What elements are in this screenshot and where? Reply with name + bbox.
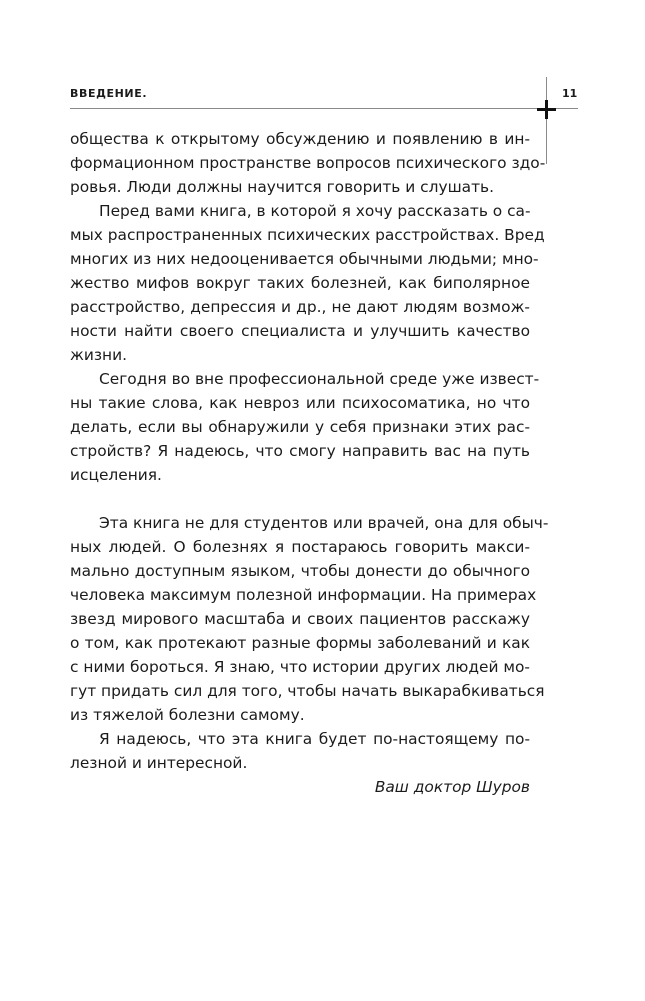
crop-mark-icon — [537, 100, 556, 119]
paragraph-4 — [70, 511, 549, 727]
header-vertical-rule — [546, 77, 547, 164]
text-line: мально доступным языком, чтобы донести до обычного — [70, 562, 530, 580]
text-line: из тяжелой болезни самому. — [70, 706, 305, 724]
text-line: ровья. Люди должны научится говорить и слушать. — [70, 178, 495, 196]
text-line: ны такие слова, как невроз или психосоматика, но что — [70, 394, 530, 412]
text-line: жество мифов вокруг таких болезней, как биполярное — [70, 274, 530, 292]
page-number: 11 — [562, 87, 578, 100]
paragraph-1 — [70, 127, 546, 199]
text-line: Я надеюсь, что эта книга будет по-настоящему по- — [99, 730, 530, 748]
text-line: общества к открытому обсуждению и появлению в ин- — [70, 130, 530, 148]
text-line: стройств? Я надеюсь, что смогу направить вас на путь — [70, 442, 530, 460]
text-line: расстройство, депрессия и др., не дают людям возмож- — [70, 298, 530, 316]
paragraph-3 — [70, 367, 540, 487]
text-line: формационном пространстве вопросов психического здо- — [70, 154, 546, 172]
text-line: мых распространенных психических расстройствах. Вред — [70, 226, 545, 244]
text-line: человека максимум полезной информации. На примерах — [70, 586, 537, 604]
body-text — [70, 127, 549, 799]
text-line: Перед вами книга, в которой я хочу рассказать о са- — [99, 202, 531, 220]
text-line: многих из них недооценивается обычными людьми; мно- — [70, 250, 539, 268]
header-rule — [70, 108, 578, 109]
paragraph-2 — [70, 199, 545, 367]
running-head-title: ВВЕДЕНИЕ. — [70, 87, 148, 100]
paragraph-5 — [70, 727, 530, 775]
paragraph-gap — [70, 487, 530, 511]
text-line: о том, как протекают разные формы заболеваний и как — [70, 634, 530, 652]
text-line: гут придать сил для того, чтобы начать выкарабкиваться — [70, 682, 545, 700]
text-line: жизни. — [70, 346, 128, 364]
author-signature: Ваш доктор Шуров — [374, 778, 530, 796]
text-line: ных людей. О болезнях я постараюсь говорить макси- — [70, 538, 530, 556]
text-line: исцеления. — [70, 466, 162, 484]
text-line: ности найти своего специалиста и улучшить качество — [70, 322, 530, 340]
text-line: звезд мирового масштаба и своих пациентов расскажу — [70, 610, 530, 628]
text-line: Сегодня во вне профессиональной среде уже извест- — [99, 370, 540, 388]
text-line: лезной и интересной. — [70, 754, 248, 772]
text-line: делать, если вы обнаружили у себя признаки этих рас- — [70, 418, 530, 436]
text-line: с ними бороться. Я знаю, что истории других людей мо- — [70, 658, 530, 676]
text-line: Эта книга не для студентов или врачей, она для обыч- — [99, 514, 549, 532]
